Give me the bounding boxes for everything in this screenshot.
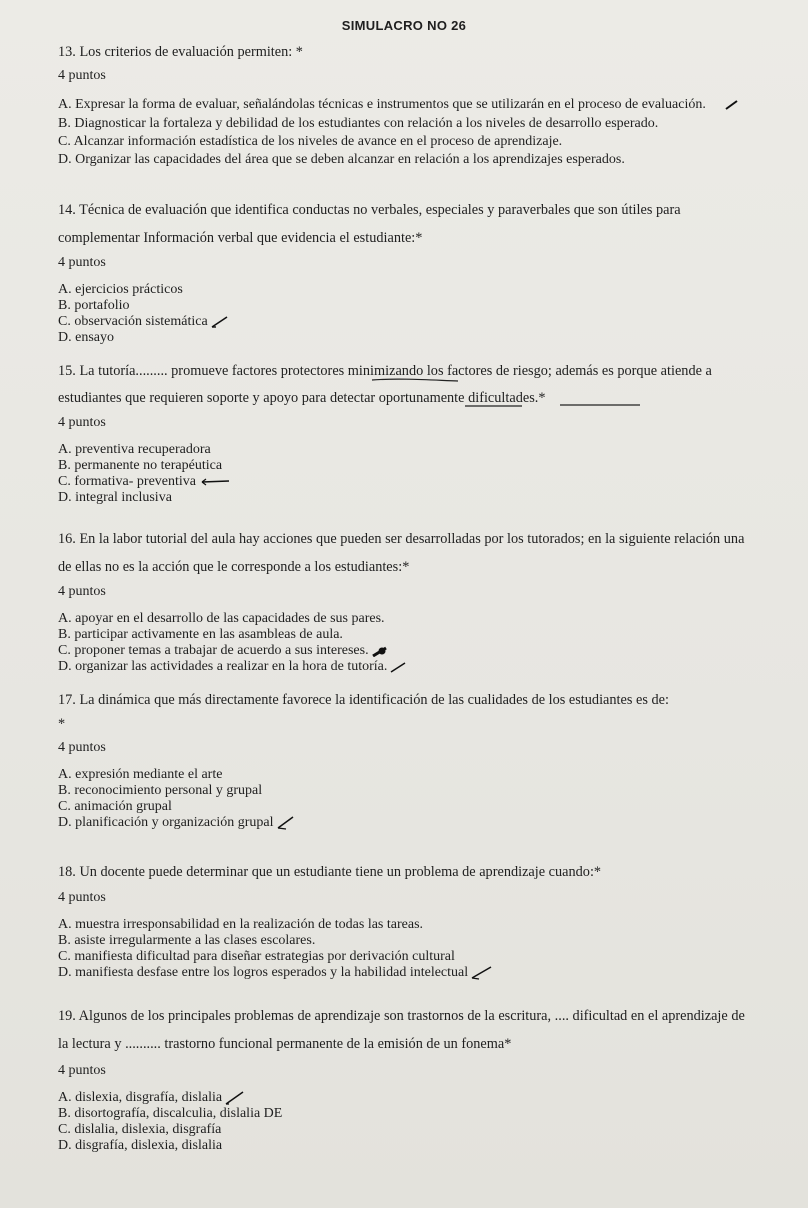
option-d[interactable] bbox=[58, 659, 758, 675]
option-c[interactable]: C. animación grupal bbox=[58, 799, 172, 814]
option-a[interactable] bbox=[58, 1090, 758, 1106]
question-text: 17. La dinámica que más directamente favorece la identificación de las cualidades de los estudiantes es de: bbox=[58, 692, 669, 708]
option-a[interactable]: A. ejercicios prácticos bbox=[58, 282, 183, 297]
checkmark-icon bbox=[471, 965, 493, 981]
option-a[interactable]: A. preventiva recuperadora bbox=[58, 442, 211, 457]
option-a[interactable]: A. apoyar en el desarrollo de las capacidades de sus pares. bbox=[58, 611, 385, 626]
option-b[interactable]: B. portafolio bbox=[58, 298, 130, 313]
option-b[interactable]: B. permanente no terapéutica bbox=[58, 458, 223, 473]
question-text: 19. Algunos de los principales problemas de aprendizaje son trastornos de la escritura, .... dificultad en el aprendizaje de la lectura y .......... trastorno funcional permanente de la emisión de un fonema* bbox=[58, 1008, 745, 1052]
option-d[interactable]: D. ensayo bbox=[58, 330, 114, 345]
option-d[interactable] bbox=[58, 815, 758, 831]
ink-blot-icon bbox=[372, 645, 388, 657]
question-text: 16. En la labor tutorial del aula hay acciones que pueden ser desarrolladas por los tutorados; en la siguiente relación una de ellas no es la acción que le corresponde a los estudiantes:* bbox=[58, 531, 745, 575]
option-c[interactable]: C. dislalia, dislexia, disgrafía bbox=[58, 1122, 222, 1138]
question-required-star: * bbox=[58, 716, 66, 732]
option-b[interactable]: B. asiste irregularmente a las clases escolares. bbox=[58, 933, 316, 948]
question-16 bbox=[58, 525, 758, 675]
option-c[interactable]: C. manifiesta dificultad para diseñar estrategias por derivación cultural bbox=[58, 949, 455, 964]
question-17 bbox=[58, 688, 758, 831]
option-b[interactable]: B. participar activamente en las asambleas de aula. bbox=[58, 627, 343, 642]
option-c[interactable] bbox=[58, 643, 758, 659]
points-label: 4 puntos bbox=[58, 890, 106, 905]
option-text: D. manifiesta desfase entre los logros esperados y la habilidad intelectual bbox=[58, 965, 469, 981]
option-d[interactable]: D. disgrafía, dislexia, dislalia bbox=[58, 1138, 223, 1154]
option-b[interactable]: B. Diagnosticar la fortaleza y debilidad de los estudiantes con relación a los niveles de desarrollo esperado. bbox=[58, 116, 659, 131]
question-text: 14. Técnica de evaluación que identifica conductas no verbales, especiales y paraverbales que son útiles para complementar Información verbal que evidencia el estudiante:* bbox=[58, 202, 681, 246]
question-text: 13. Los criterios de evaluación permiten: * bbox=[58, 44, 303, 60]
checkmark-icon bbox=[390, 661, 406, 673]
option-text: D. organizar las actividades a realizar en la hora de tutoría. bbox=[58, 659, 388, 674]
option-a[interactable]: A. expresión mediante el arte bbox=[58, 767, 223, 782]
points-label: 4 puntos bbox=[58, 1063, 106, 1078]
checkmark-icon bbox=[225, 1090, 245, 1106]
option-text: C. proponer temas a trabajar de acuerdo a sus intereses. bbox=[58, 643, 369, 658]
points-label: 4 puntos bbox=[58, 68, 106, 83]
question-text: 15. La tutoría......... promueve factores protectores minimizando los factores de riesgo; además es porque atiende a estudiantes que requieren soporte y apoyo para detectar oportunamente dificultades.* bbox=[58, 363, 712, 406]
option-text: C. observación sistemática bbox=[58, 314, 208, 329]
page-title: SIMULACRO NO 26 bbox=[341, 18, 467, 33]
option-d[interactable] bbox=[58, 965, 758, 981]
option-text: A. dislexia, disgrafía, dislalia bbox=[58, 1090, 223, 1106]
points-label: 4 puntos bbox=[58, 584, 106, 599]
option-c[interactable]: C. Alcanzar información estadística de los niveles de avance en el proceso de aprendizaje. bbox=[58, 134, 563, 149]
question-text: 18. Un docente puede determinar que un estudiante tiene un problema de aprendizaje cuando:* bbox=[58, 864, 602, 880]
question-19 bbox=[58, 1002, 758, 1154]
option-b[interactable]: B. reconocimiento personal y grupal bbox=[58, 783, 263, 798]
checkmark-icon bbox=[277, 815, 295, 831]
points-label: 4 puntos bbox=[58, 255, 106, 270]
points-label: 4 puntos bbox=[58, 415, 106, 430]
option-b[interactable]: B. disortografía, discalculia, dislalia DE bbox=[58, 1106, 283, 1122]
option-text: D. planificación y organización grupal bbox=[58, 815, 274, 831]
question-18 bbox=[58, 860, 758, 981]
option-text: A. Expresar la forma de evaluar, señalándolas técnicas e instrumentos que se utilizarán en el proceso de evaluación. bbox=[58, 97, 706, 112]
option-text: C. formativa- preventiva bbox=[58, 474, 197, 489]
option-d[interactable]: D. integral inclusiva bbox=[58, 490, 172, 505]
option-a[interactable]: A. muestra irresponsabilidad en la realización de todas las tareas. bbox=[58, 917, 424, 932]
option-d[interactable]: D. Organizar las capacidades del área que se deben alcanzar en relación a los aprendizajes esperados. bbox=[58, 152, 625, 167]
points-label: 4 puntos bbox=[58, 740, 106, 755]
